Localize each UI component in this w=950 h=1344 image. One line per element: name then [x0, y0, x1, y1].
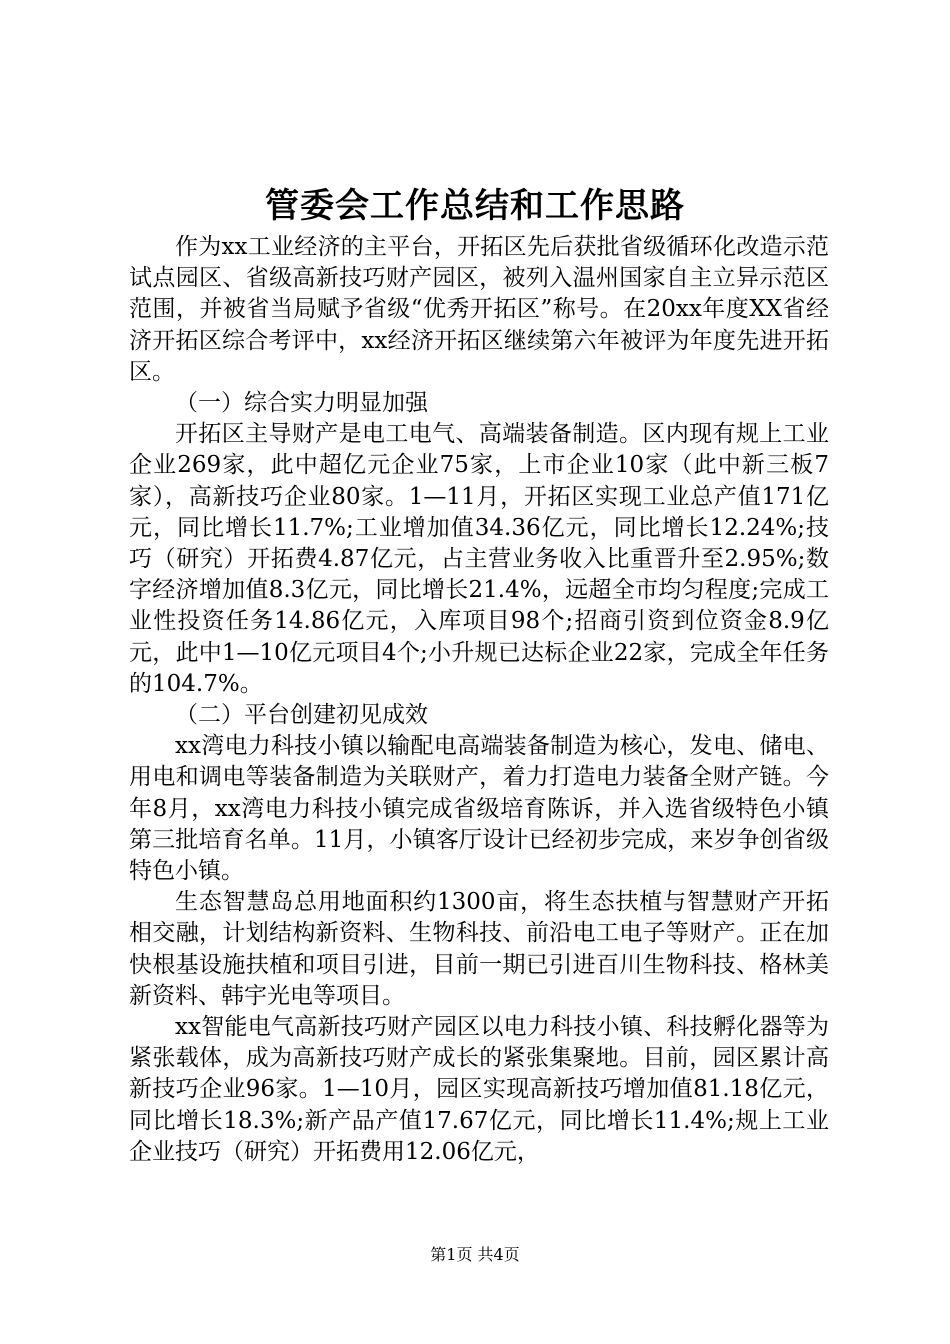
- document-title: 管委会工作总结和工作思路: [265, 186, 685, 226]
- page-footer: 第1页 共4页: [430, 1245, 520, 1264]
- document-body: [129, 232, 829, 1168]
- paragraph-hitech-park: xx智能电气高新技巧财产园区以电力科技小镇、科技孵化器等为紧张载体，成为高新技巧财产成长的紧张集聚地。目前，园区累计高新技巧企业96家。1—10月，园区实现高新技巧增加值81.18亿元，同比增长18.3%;新产品产值17.67亿元，同比增长11.4%;规上工业企业技巧（研究）开拓费用12.06亿元，: [129, 1014, 829, 1165]
- section-heading-2: （二）平台创建初见成效: [175, 702, 428, 729]
- paragraph-power-town: xx湾电力科技小镇以输配电高端装备制造为核心，发电、储电、用电和调电等装备制造为关联财产，着力打造电力装备全财产链。今年8月，xx湾电力科技小镇完成省级培育陈诉，并入选省级特色小镇第三批培育名单。11月，小镇客厅设计已经初步完成，来岁争创省级特色小镇。: [129, 733, 829, 885]
- paragraph-eco-island: 生态智慧岛总用地面积约1300亩，将生态扶植与智慧财产开拓相交融，计划结构新资料、生物科技、前沿电工电子等财产。正在加快根基设施扶植和项目引进，目前一期已引进百川生物科技、格林美新资料、韩宇光电等项目。: [129, 889, 829, 1009]
- paragraph-intro: 作为xx工业经济的主平台，开拓区先后获批省级循环化改造示范试点园区、省级高新技巧财产园区，被列入温州国家自主立异示范区范围，并被省当局赋予省级“优秀开拓区”称号。在20xx年度XX省经济开拓区综合考评中，xx经济开拓区继续第六年被评为年度先进开拓区。: [129, 234, 829, 385]
- section-heading-1: （一）综合实力明显加强: [175, 390, 428, 417]
- paragraph-strength: 开拓区主导财产是电工电气、高端装备制造。区内现有规上工业企业269家，此中超亿元企业75家，上市企业10家（此中新三板7家），高新技巧企业80家。1—11月，开拓区实现工业总产值171亿元，同比增长11.7%;工业增加值34.36亿元，同比增长12.24%;技巧（研究）开拓费4.87亿元，占主营业务收入比重晋升至2.95%;数字经济增加值8.3亿元，同比增长21.4%，远超全市均匀程度;完成工业性投资任务14.86亿元，入库项目98个;招商引资到位资金8.9亿元，此中1—10亿元项目4个;小升规已达标企业22家，完成全年任务的104.7%。: [129, 421, 829, 697]
